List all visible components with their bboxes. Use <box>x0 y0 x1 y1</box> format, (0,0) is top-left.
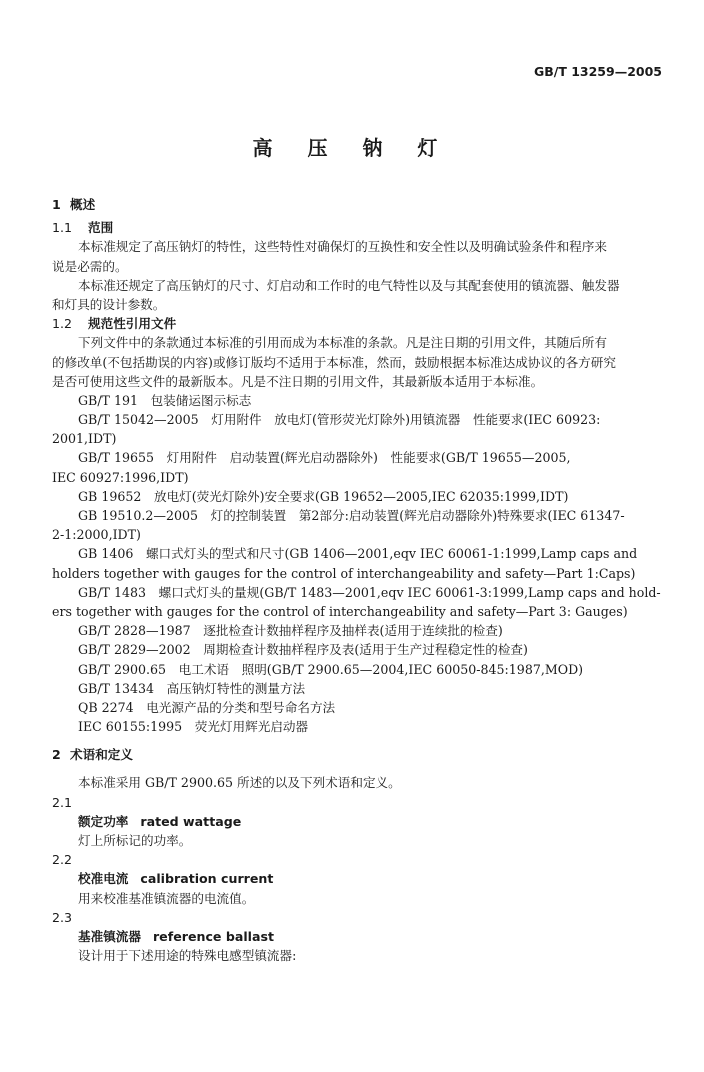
paragraph-line: 说是必需的。 <box>52 258 128 274</box>
section-heading: 1 概述 <box>52 197 96 212</box>
reference-item: GB 19510.2—2005 灯的控制装置 第2部分:启动装置(辉光启动器除外)特殊要求(IEC 61347- <box>78 508 625 523</box>
subsection-heading: 1.1 范围 <box>52 220 114 236</box>
standard-code: GB/T 13259—2005 <box>533 64 662 79</box>
reference-item-cont: IEC 60927:1996,IDT) <box>52 469 189 485</box>
paragraph-line: 本标准规定了高压钠灯的特性，这些特性对确保灯的互换性和安全性以及明确试验条件和程序来 <box>78 239 607 255</box>
term-definition: 设计用于下述用途的特殊电感型镇流器: <box>78 948 297 964</box>
term-heading: 校准电流 calibration current <box>78 871 274 887</box>
term-definition: 用来校准基准镇流器的电流值。 <box>78 890 255 906</box>
reference-item-cont: 2001,IDT) <box>52 431 117 447</box>
term-heading: 基准镇流器 reference ballast <box>78 928 275 944</box>
paragraph-line: 的修改单(不包括勘误的内容)或修订版均不适用于本标准，然而，鼓励根据本标准达成协议的各方研究 <box>52 354 616 370</box>
reference-item: GB/T 2900.65 电工术语 照明(GB/T 2900.65—2004,IEC 60050-845:1987,MOD) <box>78 661 584 677</box>
reference-item: GB/T 2829—2002 周期检查计数抽样程序及表(适用于生产过程稳定性的检查) <box>78 642 528 658</box>
document-body <box>52 195 662 965</box>
paragraph-line: 本标准采用 GB/T 2900.65 所述的以及下列术语和定义。 <box>78 775 401 791</box>
reference-item: GB 1406 螺口式灯头的型式和尺寸(GB 1406—2001,eqv IEC 60061-1:1999,Lamp caps and <box>78 546 638 562</box>
document-title: 高 压 钠 灯 <box>252 136 452 160</box>
reference-item-cont: holders together with gauges for the control of interchangeability and safety—Part 1:Caps) <box>52 565 636 581</box>
reference-item: GB/T 15042—2005 灯用附件 放电灯(管形荧光灯除外)用镇流器 性能要求(IEC 60923: <box>78 412 601 428</box>
paragraph-line: 下列文件中的条款通过本标准的引用而成为本标准的条款。凡是注日期的引用文件，其随后所有 <box>78 335 607 351</box>
term-heading: 额定功率 rated wattage <box>78 813 242 829</box>
paragraph-line: 是否可使用这些文件的最新版本。凡是不注日期的引用文件，其最新版本适用于本标准。 <box>52 373 544 389</box>
reference-item: IEC 60155:1995 荧光灯用辉光启动器 <box>78 719 309 735</box>
reference-item-cont: 2-1:2000,IDT) <box>52 527 141 543</box>
reference-item: GB/T 2828—1987 逐批检查计数抽样程序及抽样表(适用于连续批的检查) <box>78 623 503 639</box>
term-number: 2.2 <box>52 852 73 868</box>
reference-item: GB/T 1483 螺口式灯头的量规(GB/T 1483—2001,eqv IEC 60061-3:1999,Lamp caps and hold- <box>78 584 661 600</box>
reference-item: GB/T 13434 高压钠灯特性的测量方法 <box>78 680 306 696</box>
subsection-heading: 1.2 规范性引用文件 <box>52 316 177 332</box>
reference-item: GB 19652 放电灯(荧光灯除外)安全要求(GB 19652—2005,IEC 62035:1999,IDT) <box>78 488 569 504</box>
reference-item-cont: ers together with gauges for the control of interchangeability and safety—Part 3: Gauges) <box>52 603 628 619</box>
term-definition: 灯上所标记的功率。 <box>78 833 192 848</box>
section-heading: 2 术语和定义 <box>52 747 133 763</box>
reference-item: GB/T 191 包装储运图示标志 <box>78 392 252 408</box>
reference-item: QB 2274 电光源产品的分类和型号命名方法 <box>78 699 336 715</box>
term-number: 2.3 <box>52 909 73 925</box>
term-number: 2.1 <box>52 794 73 810</box>
reference-item: GB/T 19655 灯用附件 启动装置(辉光启动器除外) 性能要求(GB/T 19655—2005, <box>78 450 571 466</box>
paragraph-line: 和灯具的设计参数。 <box>52 296 166 312</box>
paragraph-line: 本标准还规定了高压钠灯的尺寸、灯启动和工作时的电气特性以及与其配套使用的镇流器、触发器 <box>78 277 620 293</box>
